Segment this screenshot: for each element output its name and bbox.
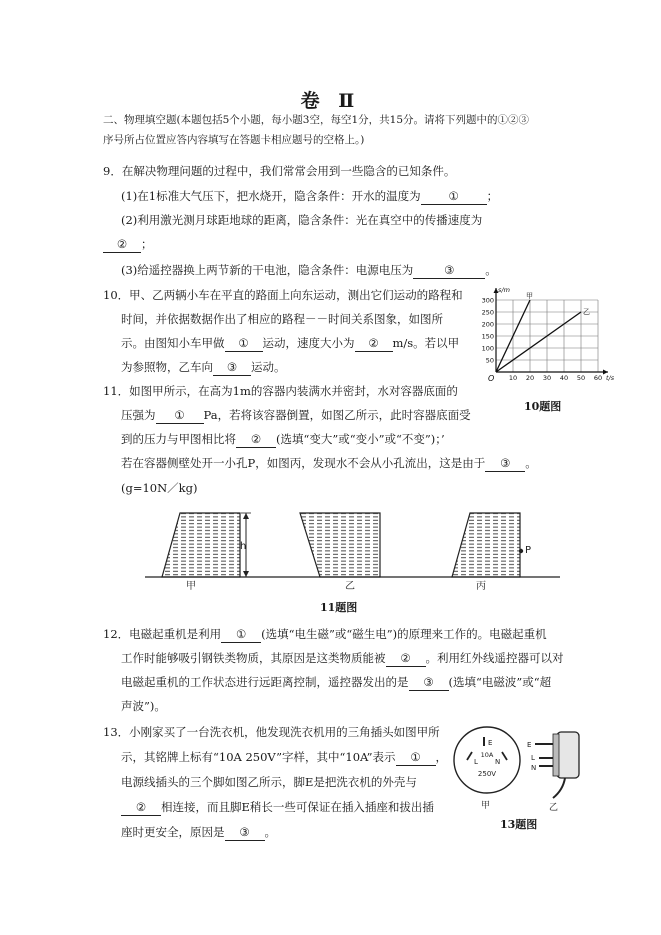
paper-title: 卷 Ⅱ xyxy=(300,90,361,112)
x-tick-label: 50 xyxy=(576,374,586,382)
label-yi: 乙 xyxy=(345,581,355,592)
side-label-n: N xyxy=(531,764,537,772)
q10-line3 xyxy=(121,335,459,352)
y-axis-label: s/m xyxy=(498,286,510,294)
q12-line3-text-a: 电磁起重机的工作状态进行远距离控制，遥控器发出的是 xyxy=(121,675,409,689)
container-yi xyxy=(300,513,380,577)
y-tick-label: 250 xyxy=(481,308,494,317)
y-tick-label: 50 xyxy=(485,356,494,365)
q11-line2-text-a: 压强为 xyxy=(121,408,156,422)
q13-line5-end: 。 xyxy=(264,825,276,839)
x-tick-label: 10 xyxy=(508,374,518,382)
plug-rating-volts: 250V xyxy=(477,770,497,778)
q9-part3-text: (3)给遥控器换上两节新的干电池，隐含条件：电源电压为 xyxy=(121,263,414,277)
q10-distance-time-chart xyxy=(472,280,622,390)
q13-line4 xyxy=(121,799,434,816)
q11-figure-caption: 11题图 xyxy=(320,601,358,614)
q10-line3-text-a: 示。由图知小车甲做 xyxy=(121,336,225,350)
q9-part2-end: ； xyxy=(141,237,153,251)
plug-front-outline xyxy=(454,727,520,793)
height-label: h xyxy=(240,541,247,552)
q10-figure-caption: 10题图 xyxy=(524,400,562,413)
plug-label-jia: 甲 xyxy=(481,801,491,811)
q9-part1 xyxy=(121,188,498,205)
q12-line1-text-b: (选填“电生磁”或“磁生电”)的原理来工作的。电磁起重机 xyxy=(261,627,547,641)
y-tick-label: 150 xyxy=(481,332,494,341)
q12-blank-2: ② xyxy=(386,650,426,667)
side-label-l: L xyxy=(531,754,535,762)
q12-blank-1: ① xyxy=(221,626,261,643)
q13-line1: 13．小刚家买了一台洗衣机，他发现洗衣机用的三角插头如图甲所 xyxy=(103,725,440,739)
q9-part2-cont xyxy=(103,236,153,253)
q11-blank-3: ③ xyxy=(485,455,525,472)
q13-blank-1: ① xyxy=(396,749,436,766)
section-instructions-line1: 二、物理填空题(本题包括5个小题，每小题3空，每空1分，共15分。请将下列题中的①②③ xyxy=(103,114,529,126)
q12-line1 xyxy=(103,626,547,643)
q13-figure-caption: 13题图 xyxy=(500,818,538,831)
q11-line2 xyxy=(121,407,471,424)
y-tick-label: 200 xyxy=(481,320,494,329)
y-tick-label: 300 xyxy=(481,296,494,305)
q10-line1: 10．甲、乙两辆小车在平直的路面上向东运动，测出它们运动的路程和 xyxy=(103,288,463,302)
plug-side-body xyxy=(557,732,579,778)
x-tick-label: 30 xyxy=(542,374,552,382)
section-instructions-line2: 序号所占位置应答内容填写在答题卡相应题号的空格上。) xyxy=(103,134,365,146)
q10-blank-1: ① xyxy=(225,335,263,352)
q10-line2: 时间，并依据数据作出了相应的路程－－时间关系图象，如图所 xyxy=(121,312,443,326)
q13-line5 xyxy=(121,824,276,841)
q11-blank-1: ① xyxy=(156,407,204,424)
y-tick-label: 100 xyxy=(481,344,494,353)
q11-blank-2: ② xyxy=(236,431,276,448)
q11-line3-text-b: (选填“变大”或“变小”或“不变”)；’ xyxy=(276,432,445,446)
q10-line4-text: 为参照物，乙车向 xyxy=(121,360,213,374)
origin-label: O xyxy=(488,374,495,383)
q9-blank-1: ① xyxy=(421,188,487,205)
q12-blank-3: ③ xyxy=(409,674,449,691)
container-bing xyxy=(452,513,520,577)
series-label-yi: 乙 xyxy=(583,308,590,316)
q13-line2-end: ， xyxy=(435,750,448,764)
q12-line3-text-b: (选填“电磁波”或“超 xyxy=(448,675,552,689)
q11-line3 xyxy=(121,431,445,448)
plug-label-l: L xyxy=(474,758,478,766)
q12-line2-text-a: 工作时能够吸引钢铁类物质，其原因是这类物质能被 xyxy=(121,651,386,665)
x-tick-label: 20 xyxy=(525,374,535,382)
q13-line5-text: 座时更安全，原因是 xyxy=(121,825,225,839)
q11-line2-text-b: Pa，若将该容器倒置，如图乙所示，此时容器底面受 xyxy=(203,408,471,422)
q11-line1: 11．如图甲所示，在高为1m的容器内装满水并密封，水对容器底面的 xyxy=(103,384,458,398)
q12-line3 xyxy=(121,674,551,691)
x-tick-label: 60 xyxy=(593,374,603,382)
plug-label-yi: 乙 xyxy=(549,803,559,813)
q9-part3 xyxy=(121,262,497,279)
q11-line4-end: 。 xyxy=(525,456,537,470)
q10-blank-2: ② xyxy=(355,335,393,352)
series-line-yi xyxy=(496,312,581,372)
q12-line1-text-a: 12．电磁起重机是利用 xyxy=(103,627,222,641)
q12-line2 xyxy=(121,650,564,667)
q9-blank-3: ③ xyxy=(413,262,485,279)
q11-line4 xyxy=(121,455,537,472)
q12-line4: 声波”)。 xyxy=(121,699,166,713)
series-label-jia: 甲 xyxy=(526,292,533,300)
q11-g-value: (g=10N／kg) xyxy=(121,481,198,495)
q9-part1-text: (1)在1标准大气压下，把水烧开，隐含条件：开水的温度为 xyxy=(121,189,421,203)
plug-cord xyxy=(553,778,565,798)
q9-part2: (2)利用激光测月球距地球的距离，隐含条件：光在真空中的传播速度为 xyxy=(121,213,483,227)
q10-line4-end: 运动。 xyxy=(251,360,286,374)
x-tick-label: 40 xyxy=(559,374,569,382)
label-bing: 丙 xyxy=(476,581,486,592)
pin-e xyxy=(483,737,485,746)
q10-blank-3: ③ xyxy=(213,359,251,376)
side-label-e: E xyxy=(527,741,532,749)
x-axis-label: t/s xyxy=(606,374,615,382)
q9-part1-end: ； xyxy=(486,189,499,203)
q11-line3-text-a: 到的压力与甲图相比将 xyxy=(121,432,236,446)
q11-containers-figure xyxy=(140,505,560,595)
q10-line4 xyxy=(121,359,286,376)
label-p: P xyxy=(525,545,532,556)
plug-label-n: N xyxy=(495,758,501,766)
q9-blank-2: ② xyxy=(103,236,141,253)
container-jia xyxy=(162,513,240,577)
plug-rating-amps: 10A xyxy=(480,751,494,759)
q13-line3: 电源线插头的三个脚如图乙所示，脚E是把洗衣机的外壳与 xyxy=(121,775,417,789)
q13-line2 xyxy=(121,749,447,766)
q13-plug-figure xyxy=(445,720,595,815)
small-hole-p xyxy=(519,549,523,553)
q13-line4-text: 相连接，而且脚E稍长一些可保证在插入插座和拔出插 xyxy=(161,800,434,814)
q13-blank-2: ② xyxy=(121,799,161,816)
q10-line3-text-c: m/s。若以甲 xyxy=(392,336,460,350)
q13-blank-3: ③ xyxy=(225,824,265,841)
q13-line2-text: 示，其铭牌上标有“10A 250V”字样，其中“10A”表示 xyxy=(121,750,396,764)
q10-line3-text-b: 运动，速度大小为 xyxy=(262,336,355,350)
q9-part3-end: 。 xyxy=(485,263,497,277)
q12-line2-text-b: 。利用红外线遥控器可以对 xyxy=(425,651,564,665)
plug-label-e: E xyxy=(488,739,493,747)
q11-line4-text: 若在容器侧壁处开一小孔P，如图丙，发现水不会从小孔流出，这是由于 xyxy=(121,456,486,470)
label-jia: 甲 xyxy=(186,581,196,592)
q9-stem: 9．在解决物理问题的过程中，我们常常会用到一些隐含的已知条件。 xyxy=(103,164,456,178)
